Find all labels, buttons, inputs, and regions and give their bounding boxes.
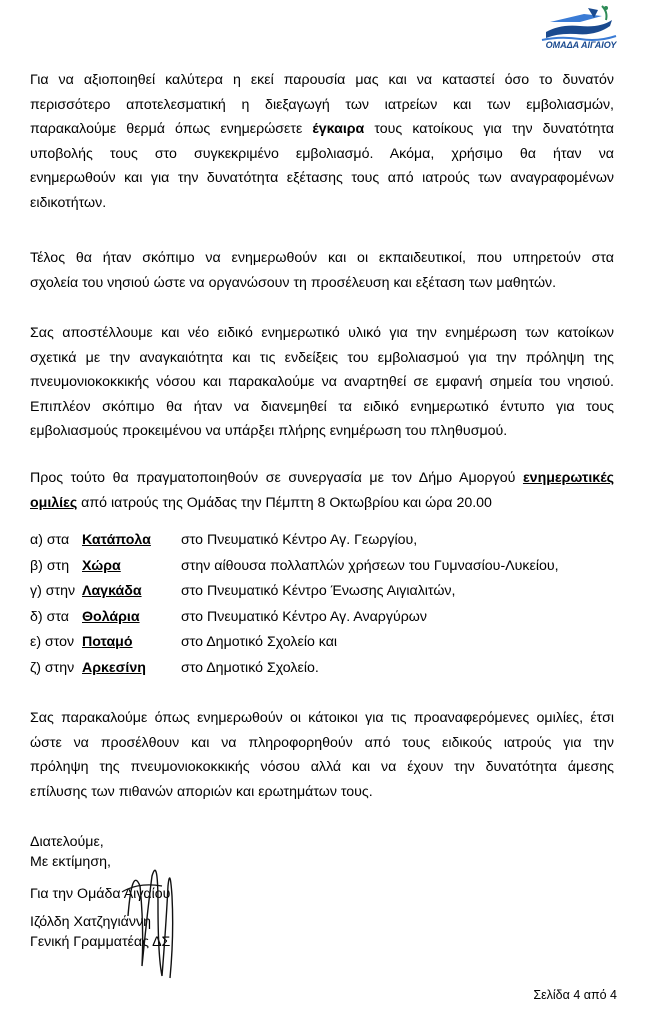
text-line xyxy=(30,755,614,780)
handwritten-signature-icon xyxy=(118,846,180,982)
text-line xyxy=(30,321,614,346)
text-line xyxy=(30,731,614,756)
text-line xyxy=(30,142,614,167)
emphasis-text: έγκαιρα xyxy=(312,121,365,138)
talk-prefix: β) στη xyxy=(30,557,70,574)
talk-prefix: ζ) στην xyxy=(30,659,75,676)
text-line xyxy=(30,271,614,296)
talk-venue: στην αίθουσα πολλαπλών χρήσεων του Γυμνασίου-Λυκείου, xyxy=(181,557,559,574)
talk-place: Λαγκάδα xyxy=(82,583,142,600)
text-segment: ενημερωθούν και για την δυνατότητα εξέτασης τους από ιατρούς των αναγραφομένων xyxy=(30,170,614,187)
talk-place: Θολάρια xyxy=(82,608,140,625)
text-segment: υποβολής τους στο συγκεκριμένο εμβολιασμό. Ακόμα, χρήσιμο θα ήταν να xyxy=(30,145,614,162)
talk-venue: στο Δημοτικό Σχολείο και xyxy=(181,634,338,651)
text-segment: πρόληψη της πνευμονιοκοκκικής νόσου αλλά και να έχουν την δυνατότητα άμεσης xyxy=(30,759,614,776)
talks-list xyxy=(30,532,630,686)
text-segment: παρακαλούμε θερμά όπως ενημερώσετε xyxy=(30,121,313,138)
talk-prefix: α) στα xyxy=(30,532,70,548)
text-line xyxy=(30,346,614,371)
emphasis-underlined-text: ομιλίες xyxy=(30,494,78,511)
talk-venue: στο Δημοτικό Σχολείο. xyxy=(181,659,319,676)
talk-item xyxy=(30,660,630,686)
logo-text: ΟΜΑΔΑ ΑΙΓΑΙΟΥ xyxy=(545,40,617,50)
text-line xyxy=(30,370,614,395)
text-line xyxy=(30,706,614,731)
talk-place: Αρκεσίνη xyxy=(82,659,146,676)
talk-prefix: γ) στην xyxy=(30,583,76,600)
text-segment: τους κατοίκους για την δυνατότητα xyxy=(364,121,614,138)
paragraph-4 xyxy=(30,466,614,515)
text-line xyxy=(30,246,614,271)
text-segment: σχετικά με την αναγκαιότητα και τις ενδείξεις του εμβολιασμού για την πρόληψη της xyxy=(30,349,614,366)
text-line xyxy=(30,191,614,216)
text-segment: ώστε να προσέλθουν και να πληροφορηθούν από τους ειδικούς ιατρούς για την xyxy=(30,734,614,751)
closing-line: Διατελούμε, xyxy=(30,834,104,850)
text-segment: περισσότερο αποτελεσματική η διεξαγωγή των ιατρείων και των εμβολιασμών, xyxy=(30,96,614,113)
talk-item xyxy=(30,634,630,660)
talk-prefix: ε) στον xyxy=(30,634,75,651)
talk-venue: στο Πνευματικό Κέντρο Ένωσης Αιγιαλιτών, xyxy=(181,583,456,600)
signatory-org: Για την Ομάδα Αιγαίου xyxy=(30,886,171,902)
text-segment: Επιπλέον σκόπιμο θα ήταν να διανεμηθεί τα ειδικό ενημερωτικό έντυπο για τους xyxy=(30,398,614,415)
talk-place: Κατάπολα xyxy=(82,532,151,548)
text-segment: Προς τούτο θα πραγματοποιηθούν σε συνεργασία με τον Δήμο Αμοργού xyxy=(30,470,523,486)
text-line xyxy=(30,166,614,191)
signatory-title: Γενική Γραμματέας ΔΣ xyxy=(30,934,171,950)
talk-place: Χώρα xyxy=(82,557,121,574)
page-number: Σελίδα 4 από 4 xyxy=(533,988,617,1002)
talk-place: Ποταμό xyxy=(82,634,133,651)
talk-venue: στο Πνευματικό Κέντρο Αγ. Αναργύρων xyxy=(181,608,427,625)
talk-prefix: δ) στα xyxy=(30,608,69,625)
paragraph-2 xyxy=(30,246,614,295)
text-line xyxy=(30,466,614,491)
talk-venue: στο Πνευματικό Κέντρο Αγ. Γεωργίου, xyxy=(181,532,418,548)
talk-item xyxy=(30,532,630,558)
text-line xyxy=(30,93,614,118)
talk-item xyxy=(30,583,630,609)
signatory-name: Ιζόλδη Χατζηγιάννη xyxy=(30,914,151,930)
text-line xyxy=(30,117,614,142)
text-segment: σχολεία του νησιού ώστε να οργανώσουν τη προσέλευση και εξέταση των μαθητών. xyxy=(30,274,557,291)
text-line xyxy=(30,780,614,805)
paragraph-final xyxy=(30,706,614,804)
text-segment: από ιατρούς της Ομάδας την Πέμπτη 8 Οκτωβρίου και ώρα 20.00 xyxy=(77,494,492,511)
closing-greeting xyxy=(30,832,111,872)
paragraph-3 xyxy=(30,321,614,444)
text-segment: Σας αποστέλλουμε και νέο ειδικό ενημερωτικό υλικό για την ενημέρωση των κατοίκων xyxy=(30,325,614,341)
text-segment: πνευμονιοκοκκικής νόσου και παρακαλούμε να αναρτηθεί σε εμφανή σημεία του νησιού. xyxy=(30,374,614,391)
emphasis-underlined-text: ενημερωτικές xyxy=(522,470,614,486)
text-segment: Σας παρακαλούμε όπως ενημερωθούν οι κάτοικοι για τις προαναφερόμενες ομιλίες, έτσι xyxy=(30,710,614,726)
text-line xyxy=(30,491,614,516)
talk-item xyxy=(30,609,630,635)
closing-line: Με εκτίμηση, xyxy=(30,854,111,870)
text-segment: εμβολιασμούς προκειμένου να υπάρξει πλήρης ενημέρωση του πληθυσμού. xyxy=(30,423,508,440)
text-segment: Τέλος θα ήταν σκόπιμο να ενημερωθούν και οι εκπαιδευτικοί, που υπηρετούν στα xyxy=(30,250,614,266)
text-segment: Για να αξιοποιηθεί καλύτερα η εκεί παρουσία μας και να καταστεί όσο το δυνατόν xyxy=(30,72,614,88)
text-line xyxy=(30,68,614,93)
talk-item xyxy=(30,558,630,584)
text-segment: επίλυσης των πιθανών αποριών και ερωτημάτων τους. xyxy=(30,783,373,800)
text-line xyxy=(30,419,614,444)
text-line xyxy=(30,395,614,420)
paragraph-1 xyxy=(30,68,614,216)
text-segment: ειδικοτήτων. xyxy=(30,194,107,211)
